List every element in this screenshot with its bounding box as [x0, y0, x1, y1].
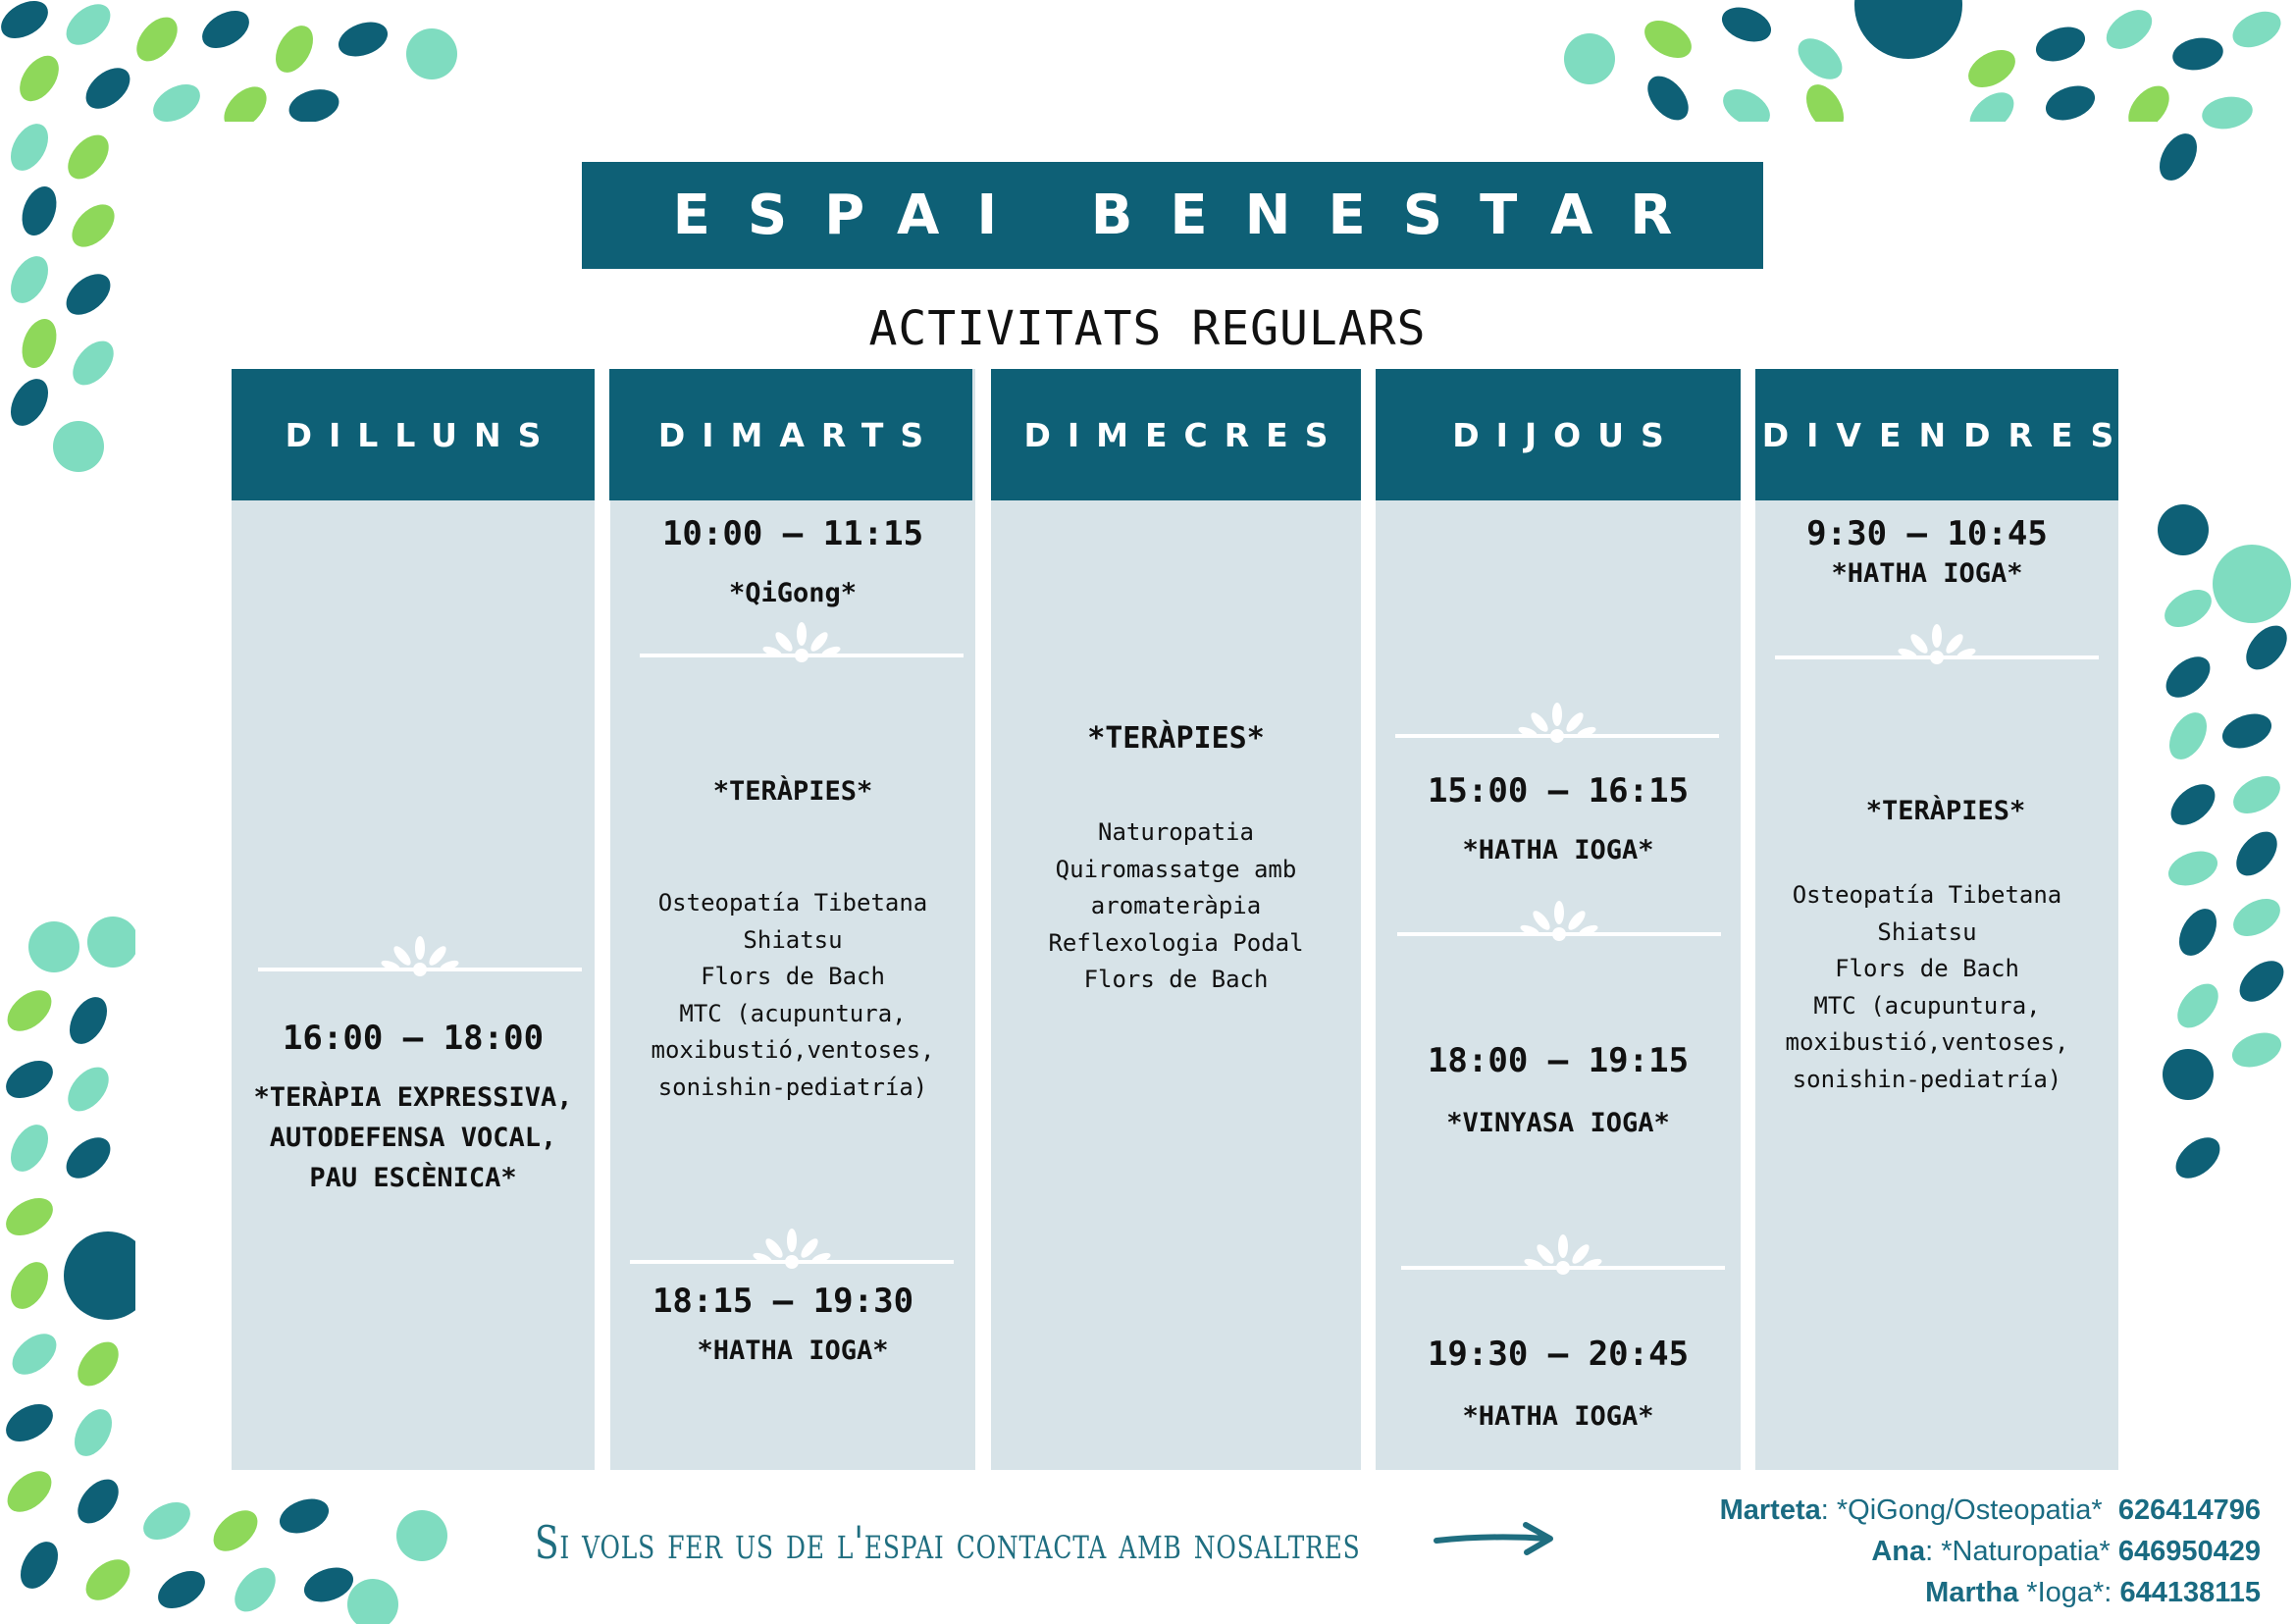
divider-flourish — [1401, 1232, 1725, 1278]
phone-number: 626414796 — [2117, 1494, 2261, 1526]
therapy-list: Naturopatia Quiromassatge amb aromateràpia Reflexologia Podal Flors de Bach — [1048, 818, 1304, 993]
divider-flourish — [640, 620, 964, 665]
column-dijous — [1376, 369, 1741, 1470]
activity-name: *TERÀPIES* — [712, 776, 873, 807]
column-dimecres — [991, 369, 1361, 1470]
divider-flourish — [630, 1227, 954, 1272]
day-header-divendres: DIVENDRES — [1755, 369, 2118, 500]
contact-entry: Martha *Ioga*: 644138115 — [1925, 1577, 2261, 1608]
arrow-right-icon — [1433, 1519, 1555, 1558]
contact-call-to-action: Si vols fer us de l'espai contacta amb nosaltres — [535, 1516, 1361, 1569]
time-slot: 18:00 – 19:15 — [1427, 1041, 1690, 1080]
activity-name: *HATHA IOGA* — [697, 1336, 889, 1366]
divider-flourish — [1397, 899, 1721, 944]
time-slot: 19:30 – 20:45 — [1427, 1335, 1690, 1374]
page-subtitle: ACTIVITATS REGULARS — [868, 301, 1427, 356]
day-header-dimarts: DIMARTS — [609, 369, 972, 500]
time-slot: 10:00 – 11:15 — [661, 514, 924, 553]
time-slot: 9:30 – 10:45 — [1806, 514, 2048, 553]
activity-name: *HATHA IOGA* — [1831, 558, 2023, 589]
contact-entry: Ana: *Naturopatia* 646950429 — [1871, 1536, 2261, 1567]
column-dimarts — [610, 369, 975, 1470]
divider-flourish — [1395, 701, 1719, 746]
phone-number: 646950429 — [2117, 1536, 2261, 1567]
activity-name: *TERÀPIES* — [1865, 796, 2026, 826]
activity-name: *HATHA IOGA* — [1462, 1401, 1654, 1432]
time-slot: 15:00 – 16:15 — [1427, 771, 1690, 811]
page-title: ESPAI BENESTAR — [582, 162, 1763, 269]
day-header-dilluns: DILLUNS — [232, 369, 595, 500]
column-divendres — [1755, 369, 2132, 1470]
therapy-list: Osteopatía Tibetana Shiatsu Flors de Bach MTC (acupuntura, moxibustió,ventoses, sonishin-pediatría) — [651, 889, 935, 1101]
contact-list — [1720, 1490, 2261, 1613]
activity-name: *TERÀPIES* — [1087, 721, 1265, 756]
contact-entry: Marteta: *QiGong/Osteopatia* 626414796 — [1719, 1494, 2261, 1526]
divider-flourish — [1775, 622, 2099, 667]
column-dilluns — [232, 369, 595, 1470]
activity-name: *TERÀPIA EXPRESSIVA, AUTODEFENSA VOCAL, PAU ESCÈNICA* — [253, 1082, 573, 1193]
divider-flourish — [258, 934, 582, 979]
time-slot: 16:00 – 18:00 — [282, 1019, 545, 1058]
phone-number: 644138115 — [2119, 1577, 2261, 1608]
day-header-dijous: DIJOUS — [1376, 369, 1741, 500]
activity-name: *QiGong* — [728, 578, 858, 608]
day-header-dimecres: DIMECRES — [991, 369, 1361, 500]
activity-name: *HATHA IOGA* — [1462, 835, 1654, 865]
activity-name: *VINYASA IOGA* — [1446, 1108, 1670, 1138]
therapy-list: Osteopatía Tibetana Shiatsu Flors de Bach MTC (acupuntura, moxibustió,ventoses, sonishin-pediatría) — [1785, 881, 2069, 1093]
time-slot: 18:15 – 19:30 — [652, 1282, 914, 1321]
